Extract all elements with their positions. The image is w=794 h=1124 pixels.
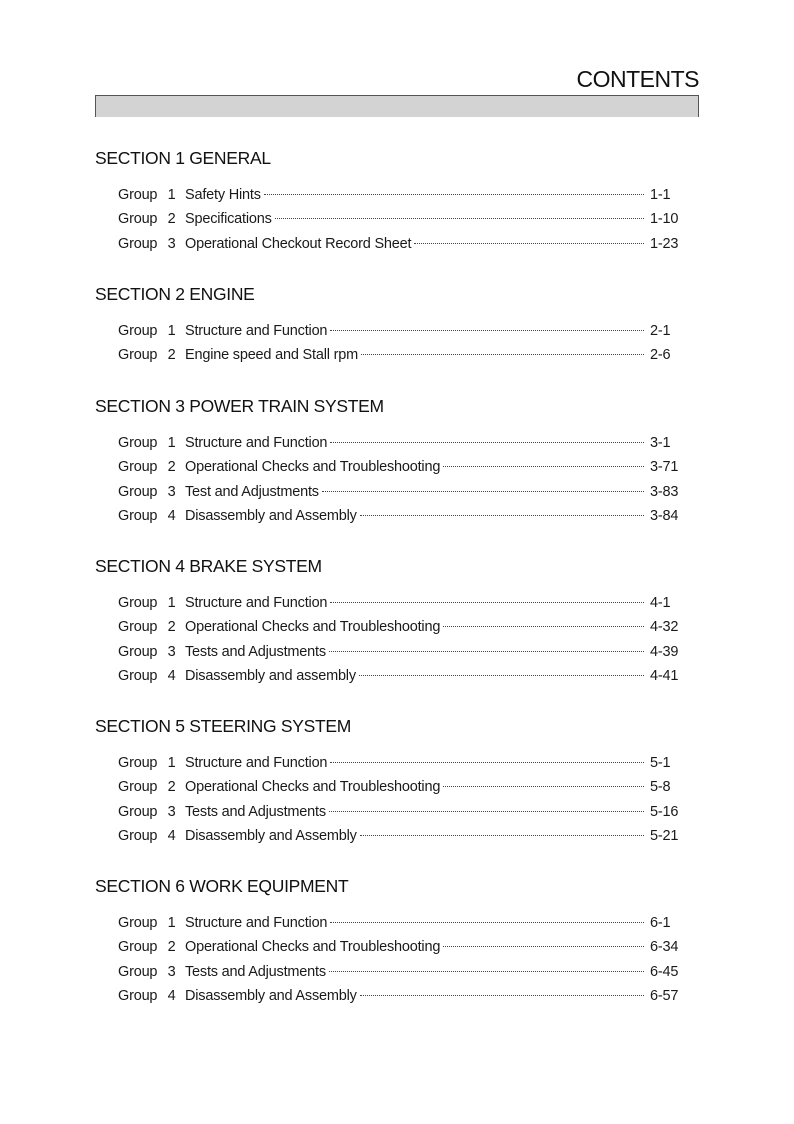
group-number: 1 <box>167 323 176 339</box>
toc-section <box>95 874 695 1009</box>
page-number: 4-32 <box>650 619 679 636</box>
group-title: Structure and Function <box>185 435 328 451</box>
toc-entry[interactable] <box>95 664 688 688</box>
group-title: Disassembly and Assembly <box>185 828 357 845</box>
group-label: Group <box>118 668 158 685</box>
dot-leader <box>360 834 644 836</box>
toc-entry[interactable] <box>95 343 688 367</box>
group-label: Group <box>118 643 158 660</box>
page-number: 4-39 <box>650 643 679 660</box>
dot-leader <box>322 490 644 492</box>
group-number: 4 <box>167 828 176 845</box>
dot-leader <box>414 242 644 244</box>
group-label: Group <box>118 779 158 796</box>
section-heading: SECTION 2 ENGINE <box>95 284 255 304</box>
group-list <box>95 183 695 256</box>
group-number: 2 <box>167 779 176 796</box>
page-number: 5-16 <box>650 803 679 820</box>
page-number: 3-84 <box>650 508 679 525</box>
group-number: 1 <box>167 435 176 451</box>
group-number: 2 <box>167 939 176 956</box>
toc-section <box>95 282 695 368</box>
page-number: 5-1 <box>650 755 671 771</box>
dot-leader <box>443 785 644 787</box>
group-number: 4 <box>167 508 176 525</box>
page-number: 6-1 <box>650 915 671 931</box>
group-title: Engine speed and Stall rpm <box>185 347 358 364</box>
page-number: 5-21 <box>650 828 679 845</box>
dot-leader <box>443 465 644 467</box>
group-label: Group <box>118 435 158 451</box>
dot-leader <box>361 353 644 355</box>
group-label: Group <box>118 803 158 820</box>
group-label: Group <box>118 619 158 636</box>
toc-section <box>95 554 695 689</box>
toc-entry[interactable] <box>95 911 688 935</box>
page-title: CONTENTS <box>576 66 699 92</box>
group-title: Operational Checks and Troubleshooting <box>185 619 441 636</box>
page-number: 2-6 <box>650 347 671 364</box>
group-label: Group <box>118 988 158 1005</box>
section-heading: SECTION 3 POWER TRAIN SYSTEM <box>95 396 384 416</box>
group-number: 1 <box>167 187 176 203</box>
group-label: Group <box>118 963 158 980</box>
toc-entry[interactable] <box>95 591 688 615</box>
group-number: 2 <box>167 347 176 364</box>
group-label: Group <box>118 915 158 931</box>
toc-entry[interactable] <box>95 319 688 343</box>
page-number: 6-45 <box>650 963 679 980</box>
dot-leader <box>359 674 644 676</box>
group-list <box>95 591 695 689</box>
group-label: Group <box>118 483 158 500</box>
group-number: 1 <box>167 915 176 931</box>
group-number: 1 <box>167 595 176 611</box>
page-number: 4-41 <box>650 668 679 685</box>
toc-entry[interactable] <box>95 615 688 639</box>
dot-leader <box>329 650 644 652</box>
group-number: 2 <box>167 459 176 476</box>
page-number: 1-1 <box>650 187 671 203</box>
page-number: 6-34 <box>650 939 679 956</box>
group-label: Group <box>118 508 158 525</box>
group-title: Safety Hints <box>185 187 261 203</box>
toc-entry[interactable] <box>95 455 688 479</box>
group-title: Tests and Adjustments <box>185 803 326 820</box>
group-title: Structure and Function <box>185 915 328 931</box>
dot-leader <box>275 217 644 219</box>
toc-entry[interactable] <box>95 984 688 1008</box>
toc-entry[interactable] <box>95 800 688 824</box>
group-label: Group <box>118 939 158 956</box>
group-label: Group <box>118 347 158 364</box>
page-number: 4-1 <box>650 595 671 611</box>
group-list <box>95 431 695 529</box>
toc-entry[interactable] <box>95 431 688 455</box>
group-number: 3 <box>167 643 176 660</box>
group-title: Tests and Adjustments <box>185 963 326 980</box>
dot-leader <box>360 994 644 996</box>
toc-entry[interactable] <box>95 960 688 984</box>
group-title: Operational Checks and Troubleshooting <box>185 779 441 796</box>
group-title: Specifications <box>185 211 272 228</box>
page-number: 3-83 <box>650 483 679 500</box>
dot-leader <box>329 810 644 812</box>
group-number: 3 <box>167 235 176 252</box>
dot-leader <box>264 193 644 195</box>
section-heading: SECTION 6 WORK EQUIPMENT <box>95 876 349 896</box>
toc-entry[interactable] <box>95 232 688 256</box>
toc-section <box>95 714 695 849</box>
group-number: 4 <box>167 668 176 685</box>
group-title: Operational Checks and Troubleshooting <box>185 939 441 956</box>
title-bar <box>95 95 699 117</box>
toc-entry[interactable] <box>95 640 688 664</box>
page-number: 5-8 <box>650 779 671 796</box>
group-number: 3 <box>167 803 176 820</box>
toc-entry[interactable] <box>95 207 688 231</box>
toc-entry[interactable] <box>95 183 688 207</box>
dot-leader <box>330 601 644 603</box>
toc-entry[interactable] <box>95 775 688 799</box>
group-title: Disassembly and Assembly <box>185 988 357 1005</box>
group-label: Group <box>118 595 158 611</box>
group-label: Group <box>118 187 158 203</box>
group-list <box>95 911 695 1009</box>
section-heading: SECTION 5 STEERING SYSTEM <box>95 716 352 736</box>
page-number: 3-71 <box>650 459 679 476</box>
group-number: 3 <box>167 483 176 500</box>
dot-leader <box>330 761 644 763</box>
dot-leader <box>330 441 644 443</box>
group-label: Group <box>118 235 158 252</box>
dot-leader <box>360 514 644 516</box>
dot-leader <box>330 921 644 923</box>
section-heading: SECTION 1 GENERAL <box>95 148 271 168</box>
group-number: 2 <box>167 619 176 636</box>
group-list <box>95 751 695 849</box>
group-title: Structure and Function <box>185 755 328 771</box>
group-title: Structure and Function <box>185 323 328 339</box>
group-label: Group <box>118 211 158 228</box>
toc-section <box>95 394 695 529</box>
dot-leader <box>330 329 644 331</box>
group-number: 4 <box>167 988 176 1005</box>
group-title: Disassembly and Assembly <box>185 508 357 525</box>
page-number: 3-1 <box>650 435 671 451</box>
group-title: Tests and Adjustments <box>185 643 326 660</box>
toc-entry[interactable] <box>95 504 688 528</box>
toc-entry[interactable] <box>95 824 688 848</box>
dot-leader <box>329 970 644 972</box>
group-title: Test and Adjustments <box>185 483 319 500</box>
page-number: 1-23 <box>650 235 679 252</box>
group-title: Operational Checks and Troubleshooting <box>185 459 441 476</box>
group-title: Operational Checkout Record Sheet <box>185 235 412 252</box>
group-number: 2 <box>167 211 176 228</box>
group-number: 3 <box>167 963 176 980</box>
dot-leader <box>443 945 644 947</box>
group-label: Group <box>118 755 158 771</box>
page-number: 6-57 <box>650 988 679 1005</box>
section-heading: SECTION 4 BRAKE SYSTEM <box>95 556 322 576</box>
dot-leader <box>443 625 644 627</box>
group-label: Group <box>118 828 158 845</box>
group-label: Group <box>118 459 158 476</box>
toc-entry[interactable] <box>95 935 688 959</box>
group-label: Group <box>118 323 158 339</box>
toc-entry[interactable] <box>95 751 688 775</box>
group-number: 1 <box>167 755 176 771</box>
toc-section <box>95 146 695 256</box>
page-number: 1-10 <box>650 211 679 228</box>
page-number: 2-1 <box>650 323 671 339</box>
group-title: Structure and Function <box>185 595 328 611</box>
toc-entry[interactable] <box>95 480 688 504</box>
group-list <box>95 319 695 368</box>
group-title: Disassembly and assembly <box>185 668 356 685</box>
